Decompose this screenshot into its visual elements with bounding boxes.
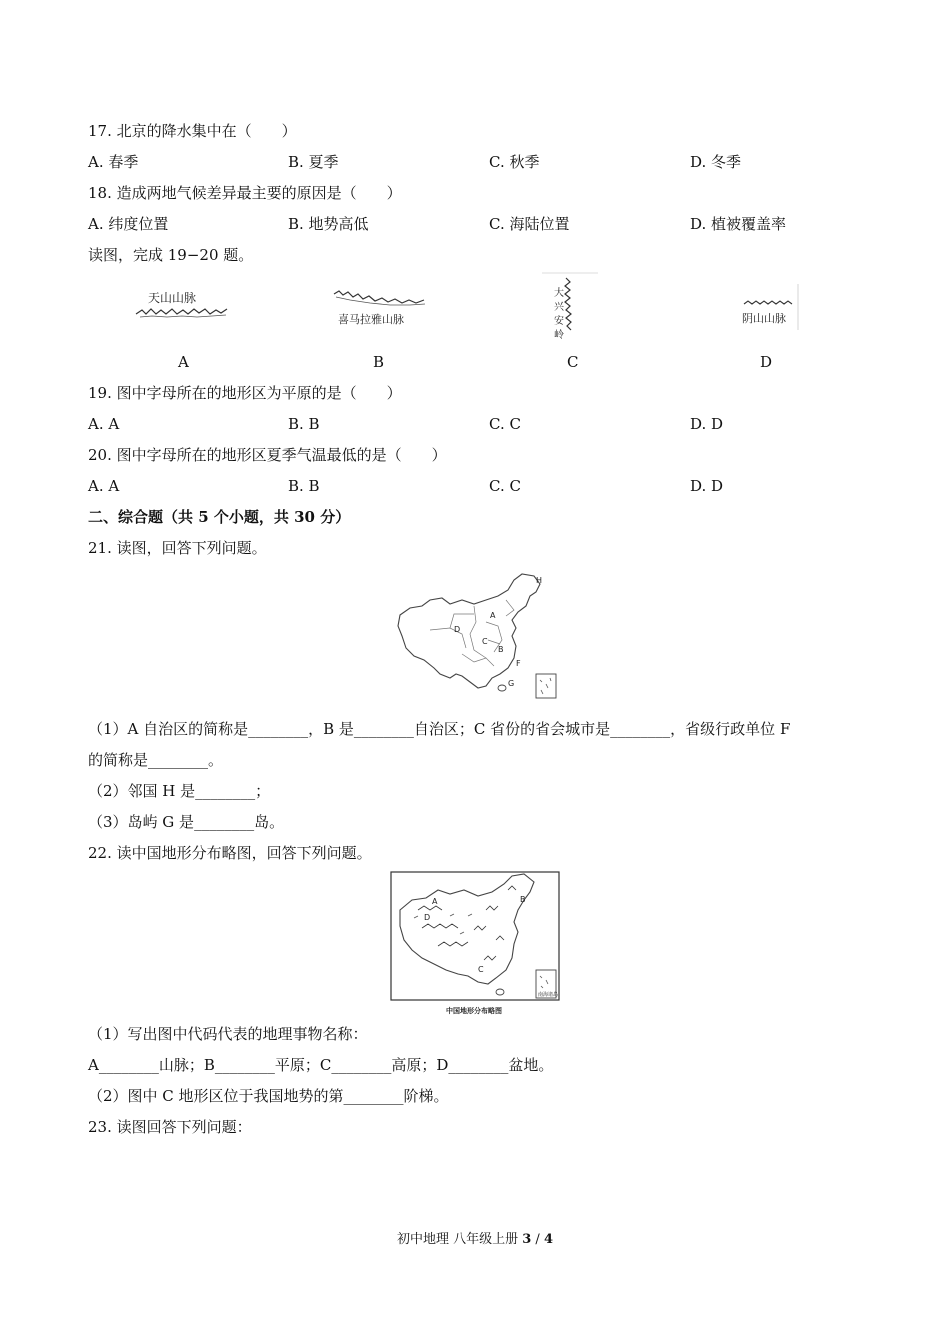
map21-letter-h: H	[536, 576, 543, 585]
mountain-figure-b	[330, 286, 430, 330]
map21-letter-f: F	[516, 659, 521, 668]
q22-sub1: （1）写出图中代码代表的地理事物名称：	[88, 1025, 368, 1043]
mountain-name-b: 喜马拉雅山脉	[338, 313, 404, 326]
mountain-name-c-char1: 大	[554, 288, 564, 299]
footer-text: 初中地理 八年级上册	[396, 1232, 523, 1247]
footer-page-number: 3	[522, 1232, 532, 1247]
terrain-map-letter-b: B	[520, 895, 526, 904]
q18-option-d[interactable]: D. 植被覆盖率	[690, 215, 787, 233]
q18-option-a[interactable]: A. 纬度位置	[88, 215, 169, 233]
q21-sub1-line1: （1）A 自治区的简称是________，B 是________自治区；C 省份的省会城市是________，省级行政单位 F	[88, 720, 791, 738]
mountain-name-a: 天山山脉	[148, 291, 197, 305]
q20-stem: 20. 图中字母所在的地形区夏季气温最低的是（ ）	[88, 446, 447, 464]
q23-stem: 23. 读图回答下列问题：	[88, 1118, 252, 1136]
map21-letter-d: D	[454, 625, 461, 634]
terrain-map-letter-c: C	[478, 965, 484, 974]
q22-stem: 22. 读中国地形分布略图，回答下列问题。	[88, 844, 372, 862]
map21-letter-g: G	[508, 679, 515, 688]
map21-letter-c: C	[482, 637, 488, 646]
china-provinces-map	[390, 570, 562, 702]
q17-option-d[interactable]: D. 冬季	[690, 153, 742, 171]
q17-stem: 17. 北京的降水集中在（ ）	[88, 122, 297, 140]
china-terrain-map	[388, 870, 562, 1016]
mountain-name-c-char2: 兴	[554, 302, 564, 313]
q22-sub2: （2）图中 C 地形区位于我国地势的第________阶梯。	[88, 1087, 449, 1105]
map21-letter-a: A	[490, 611, 496, 620]
q20-option-a[interactable]: A. A	[88, 477, 120, 495]
section2-heading: 二、综合题（共 5 个小题，共 30 分）	[88, 508, 351, 526]
q19-option-b[interactable]: B. B	[288, 415, 320, 433]
q21-sub2: （2）邻国 H 是________；	[88, 782, 271, 800]
q19-option-c[interactable]: C. C	[489, 415, 521, 433]
q22-sub1-answer: A________山脉；B________平原；C________高原；D________盆地。	[88, 1056, 554, 1074]
mountain-name-c-char4: 岭	[554, 330, 564, 341]
q17-option-a[interactable]: A. 春季	[88, 153, 139, 171]
mountain-name-d: 阴山山脉	[742, 312, 786, 325]
q21-sub1-line2: 的简称是________。	[88, 751, 224, 769]
q18-stem: 18. 造成两地气候差异最主要的原因是（ ）	[88, 184, 402, 202]
q17-option-c[interactable]: C. 秋季	[489, 153, 540, 171]
q19-option-a[interactable]: A. A	[88, 415, 120, 433]
q19-stem: 19. 图中字母所在的地形区为平原的是（ ）	[88, 384, 402, 402]
figure-label-d: D	[760, 353, 773, 371]
mountain-figure-a	[132, 286, 232, 326]
figure-label-b: B	[373, 353, 385, 371]
figure-label-a: A	[178, 353, 189, 371]
q20-option-b[interactable]: B. B	[288, 477, 320, 495]
mountain-name-c-char3: 安	[554, 316, 564, 327]
map21-letter-b: B	[498, 645, 504, 654]
terrain-map-letter-a: A	[432, 897, 438, 906]
q21-stem: 21. 读图，回答下列问题。	[88, 539, 267, 557]
mountain-figure-d	[738, 282, 802, 332]
q19-option-d[interactable]: D. D	[690, 415, 724, 433]
q18-option-c[interactable]: C. 海陆位置	[489, 215, 570, 233]
footer-separator: /	[531, 1232, 544, 1247]
q18-option-b[interactable]: B. 地势高低	[288, 215, 369, 233]
q20-option-c[interactable]: C. C	[489, 477, 521, 495]
figure-label-c: C	[567, 353, 579, 371]
mountain-figure-c	[540, 272, 600, 344]
intro-19-20: 读图，完成 19−20 题。	[88, 246, 254, 264]
terrain-map-caption: 中国地形分布略图	[446, 1007, 502, 1015]
terrain-map-inset-label: 南海诸岛	[538, 992, 559, 998]
page-footer	[0, 1228, 950, 1247]
footer-total-pages: 4	[543, 1232, 553, 1247]
q20-option-d[interactable]: D. D	[690, 477, 724, 495]
q17-option-b[interactable]: B. 夏季	[288, 153, 339, 171]
q21-sub3: （3）岛屿 G 是________岛。	[88, 813, 285, 831]
terrain-map-letter-d: D	[424, 913, 431, 922]
